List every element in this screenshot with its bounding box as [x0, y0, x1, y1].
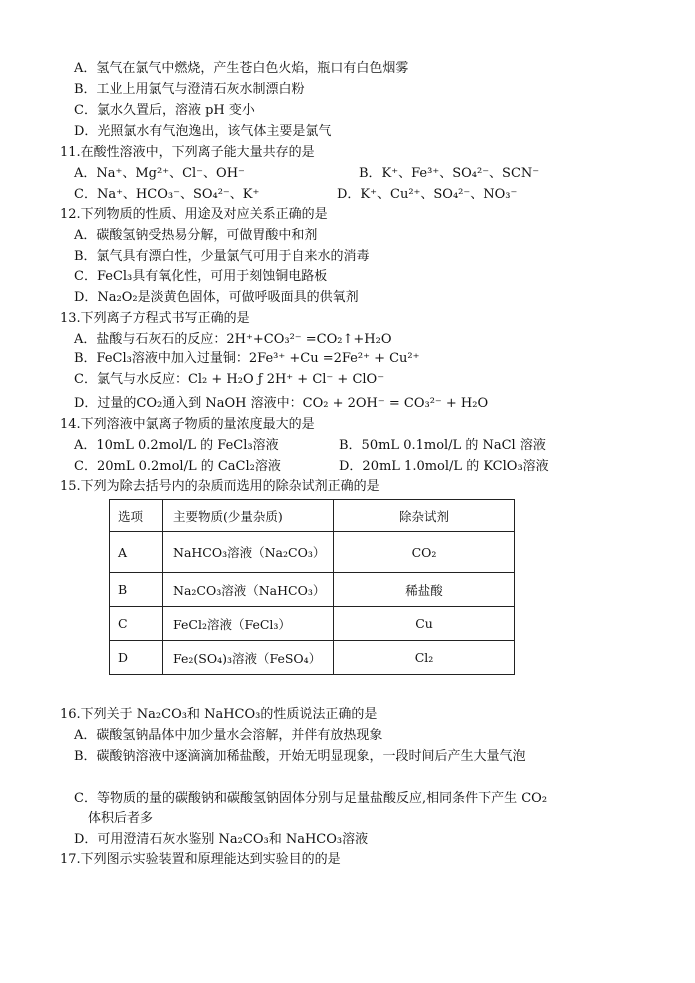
q16-option-a: A．碳酸氢钠晶体中加少量水会溶解，并伴有放热现象	[74, 728, 383, 743]
q14-option-d: D．20mL 1.0mol/L 的 KClO₃溶液	[339, 459, 549, 474]
q11-option-b: B．K⁺、Fe³⁺、SO₄²⁻、SCN⁻	[359, 166, 540, 181]
q10-option-b: B．工业上用氯气与澄清石灰水制漂白粉	[74, 82, 305, 97]
table-cell: C	[110, 607, 163, 641]
q11-option-d: D．K⁺、Cu²⁺、SO₄²⁻、NO₃⁻	[337, 187, 518, 202]
q15-stem: 15.下列为除去括号内的杂质而选用的除杂试剂正确的是	[60, 479, 380, 494]
q13-option-d: D．过量的CO₂通入到 NaOH 溶液中：CO₂ + 2OH⁻ = CO₃²⁻ + H₂O	[74, 396, 489, 411]
q12-option-d: D．Na₂O₂是淡黄色固体，可做呼吸面具的供氧剂	[74, 290, 359, 305]
q14-option-b: B．50mL 0.1mol/L 的 NaCl 溶液	[339, 438, 546, 453]
q16-option-b: B．碳酸钠溶液中逐滴滴加稀盐酸，开始无明显现象，一段时间后产生大量气泡	[74, 749, 526, 764]
table-cell: B	[110, 573, 163, 607]
q10-option-a: A．氢气在氯气中燃烧，产生苍白色火焰，瓶口有白色烟雾	[74, 61, 409, 76]
q13-option-a: A．盐酸与石灰石的反应：2H⁺+CO₃²⁻ =CO₂↑+H₂O	[74, 332, 392, 347]
q17-stem: 17.下列图示实验装置和原理能达到实验目的的是	[60, 852, 341, 867]
table-header-cell: 主要物质(少量杂质)	[163, 500, 334, 532]
q12-option-b: B．氯气具有漂白性，少量氯气可用于自来水的消毒	[74, 249, 370, 264]
table-row	[110, 607, 515, 641]
table-cell: FeCl₂溶液（FeCl₃）	[163, 607, 334, 641]
table-cell: Fe₂(SO₄)₃溶液（FeSO₄）	[163, 641, 334, 675]
q10-option-c: C．氯水久置后，溶液 pH 变小	[74, 103, 255, 118]
q13-stem: 13.下列离子方程式书写正确的是	[60, 311, 250, 326]
q11-stem: 11.在酸性溶液中，下列离子能大量共存的是	[60, 145, 315, 160]
q12-option-a: A．碳酸氢钠受热易分解，可做胃酸中和剂	[74, 228, 318, 243]
table-row	[110, 532, 515, 573]
q13-option-c: C．氯气与水反应：Cl₂ + H₂O ƒ 2H⁺ + Cl⁻ + ClO⁻	[74, 372, 385, 387]
table-row	[110, 641, 515, 675]
table-cell: Na₂CO₃溶液（NaHCO₃）	[163, 573, 334, 607]
table-cell: A	[110, 532, 163, 573]
table-cell: NaHCO₃溶液（Na₂CO₃）	[163, 532, 334, 573]
q15-table	[109, 499, 515, 675]
q14-option-c: C．20mL 0.2mol/L 的 CaCl₂溶液	[74, 459, 281, 474]
table-row	[110, 573, 515, 607]
q13-option-b: B．FeCl₃溶液中加入过量铜：2Fe³⁺ +Cu =2Fe²⁺ + Cu²⁺	[74, 351, 420, 366]
q16-stem: 16.下列关于 Na₂CO₃和 NaHCO₃的性质说法正确的是	[60, 707, 378, 722]
q16-option-c-continued: 体积后者多	[88, 811, 154, 826]
q11-option-c: C．Na⁺、HCO₃⁻、SO₄²⁻、K⁺	[74, 187, 260, 202]
q16-option-d: D．可用澄清石灰水鉴别 Na₂CO₃和 NaHCO₃溶液	[74, 832, 369, 847]
q16-option-c: C．等物质的量的碳酸钠和碳酸氢钠固体分别与足量盐酸反应,相同条件下产生 CO₂	[74, 791, 548, 806]
q12-option-c: C．FeCl₃具有氧化性，可用于刻蚀铜电路板	[74, 269, 328, 284]
q11-option-a: A．Na⁺、Mg²⁺、Cl⁻、OH⁻	[74, 166, 245, 181]
q12-stem: 12.下列物质的性质、用途及对应关系正确的是	[60, 207, 328, 222]
q10-option-d: D．光照氯水有气泡逸出，该气体主要是氯气	[74, 124, 332, 139]
table-cell: Cu	[334, 607, 515, 641]
table-cell: CO₂	[334, 532, 515, 573]
table-header-cell: 选项	[110, 500, 163, 532]
table-header-row	[110, 500, 515, 532]
table-cell: Cl₂	[334, 641, 515, 675]
table-header-cell: 除杂试剂	[334, 500, 515, 532]
q14-option-a: A．10mL 0.2mol/L 的 FeCl₃溶液	[74, 438, 279, 453]
table-cell: 稀盐酸	[334, 573, 515, 607]
table-cell: D	[110, 641, 163, 675]
q14-stem: 14.下列溶液中氯离子物质的量浓度最大的是	[60, 417, 315, 432]
